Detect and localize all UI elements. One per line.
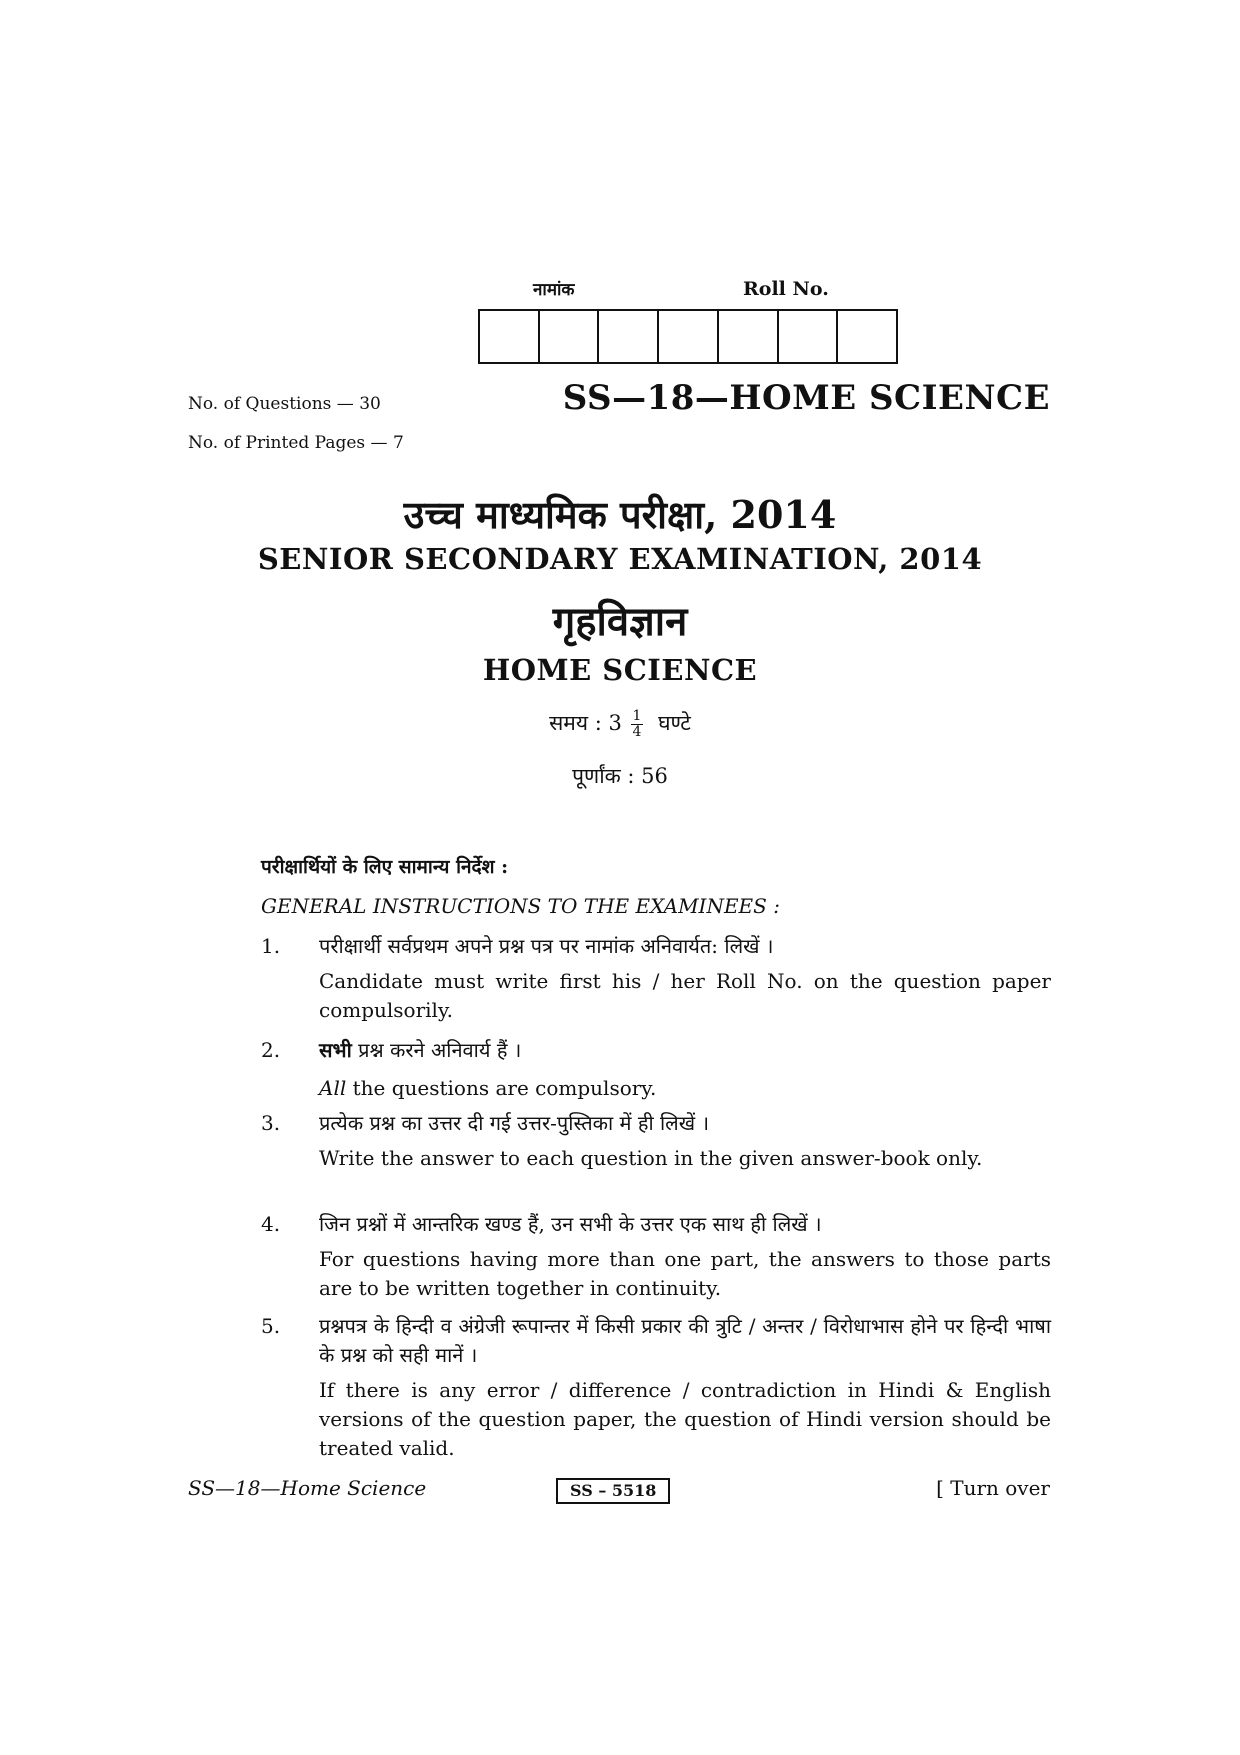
paper-code-title: SS—18—HOME SCIENCE <box>562 378 1050 418</box>
roll-digit-box <box>659 311 719 362</box>
footer-paper-name: SS—18—Home Science <box>188 1476 427 1500</box>
instructions-heading-hindi: परीक्षार्थियों के लिए सामान्य निर्देश : <box>261 856 509 878</box>
instruction-item-3 <box>261 1109 1051 1173</box>
subject-title-hindi: गृहविज्ञान <box>552 598 688 645</box>
instruction-english: Write the answer to each question in the given answer-book only. <box>319 1146 983 1170</box>
time-unit: घण्टे <box>658 711 691 735</box>
fraction-numerator: 1 <box>632 708 642 724</box>
fraction-denominator: 4 <box>632 724 642 740</box>
roll-label-english: Roll No. <box>743 278 829 300</box>
instruction-number: 2. <box>261 1038 281 1062</box>
turn-over-note: [ Turn over <box>936 1476 1050 1500</box>
instruction-item-4 <box>261 1210 1051 1303</box>
instruction-hindi-text: प्रश्न करने अनिवार्य हैं । <box>351 1038 522 1062</box>
maximum-marks: पूर्णांक : 56 <box>572 764 668 788</box>
instruction-number: 3. <box>261 1111 281 1135</box>
roll-digit-box <box>838 311 896 362</box>
roll-digit-box <box>540 311 600 362</box>
footer-paper-code: SS – 5518 <box>556 1478 670 1504</box>
roll-label-hindi: नामांक <box>533 280 575 300</box>
emphasis-bold: सभी <box>319 1038 352 1062</box>
instruction-english <box>319 1074 1051 1103</box>
instruction-item-2 <box>261 1036 1051 1103</box>
instruction-english-text: the questions are compulsory. <box>346 1076 657 1100</box>
instruction-english: If there is any error / difference / contradiction in Hindi & English versions of the question paper, the question of Hindi version should be treated valid. <box>319 1378 1051 1460</box>
roll-digit-box <box>719 311 779 362</box>
instruction-hindi: परीक्षार्थी सर्वप्रथम अपने प्रश्न पत्र पर नामांक अनिवार्यत: लिखें । <box>319 934 774 958</box>
exam-title-english: SENIOR SECONDARY EXAMINATION, 2014 <box>257 542 983 576</box>
emphasis-italic: All <box>319 1076 347 1100</box>
roll-number-boxes <box>478 309 898 364</box>
instructions-heading-english: GENERAL INSTRUCTIONS TO THE EXAMINEES : <box>261 894 780 918</box>
instruction-number: 1. <box>261 934 281 958</box>
subject-title-english: HOME SCIENCE <box>482 653 758 687</box>
instruction-number: 4. <box>261 1212 281 1236</box>
instruction-number: 5. <box>261 1314 281 1338</box>
time-label: समय : 3 <box>549 711 622 735</box>
instruction-english: For questions having more than one part, the answers to those parts are to be written together in continuity. <box>319 1247 1051 1300</box>
roll-digit-box <box>480 311 540 362</box>
instruction-hindi <box>319 1036 1051 1065</box>
instruction-hindi: प्रत्येक प्रश्न का उत्तर दी गई उत्तर-पुस्तिका में ही लिखें । <box>319 1111 710 1135</box>
instruction-item-1 <box>261 932 1051 1025</box>
number-of-pages: No. of Printed Pages — 7 <box>188 433 404 453</box>
time-allowed <box>0 709 1240 740</box>
instruction-hindi: जिन प्रश्नों में आन्तरिक खण्ड हैं, उन सभी के उत्तर एक साथ ही लिखें । <box>319 1212 822 1236</box>
instruction-hindi: प्रश्नपत्र के हिन्दी व अंग्रेजी रूपान्तर में किसी प्रकार की त्रुटि / अन्तर / विरोधाभास होने पर हिन्दी भाषा के प्रश्न को सही मानें । <box>319 1314 1051 1367</box>
number-of-questions: No. of Questions — 30 <box>188 394 381 414</box>
roll-digit-box <box>599 311 659 362</box>
exam-title-hindi: उच्च माध्यमिक परीक्षा, 2014 <box>403 492 837 537</box>
instruction-item-5 <box>261 1312 1051 1463</box>
instruction-english: Candidate must write first his / her Roll No. on the question paper compulsorily. <box>319 969 1051 1022</box>
time-fraction <box>631 709 644 740</box>
roll-digit-box <box>779 311 839 362</box>
